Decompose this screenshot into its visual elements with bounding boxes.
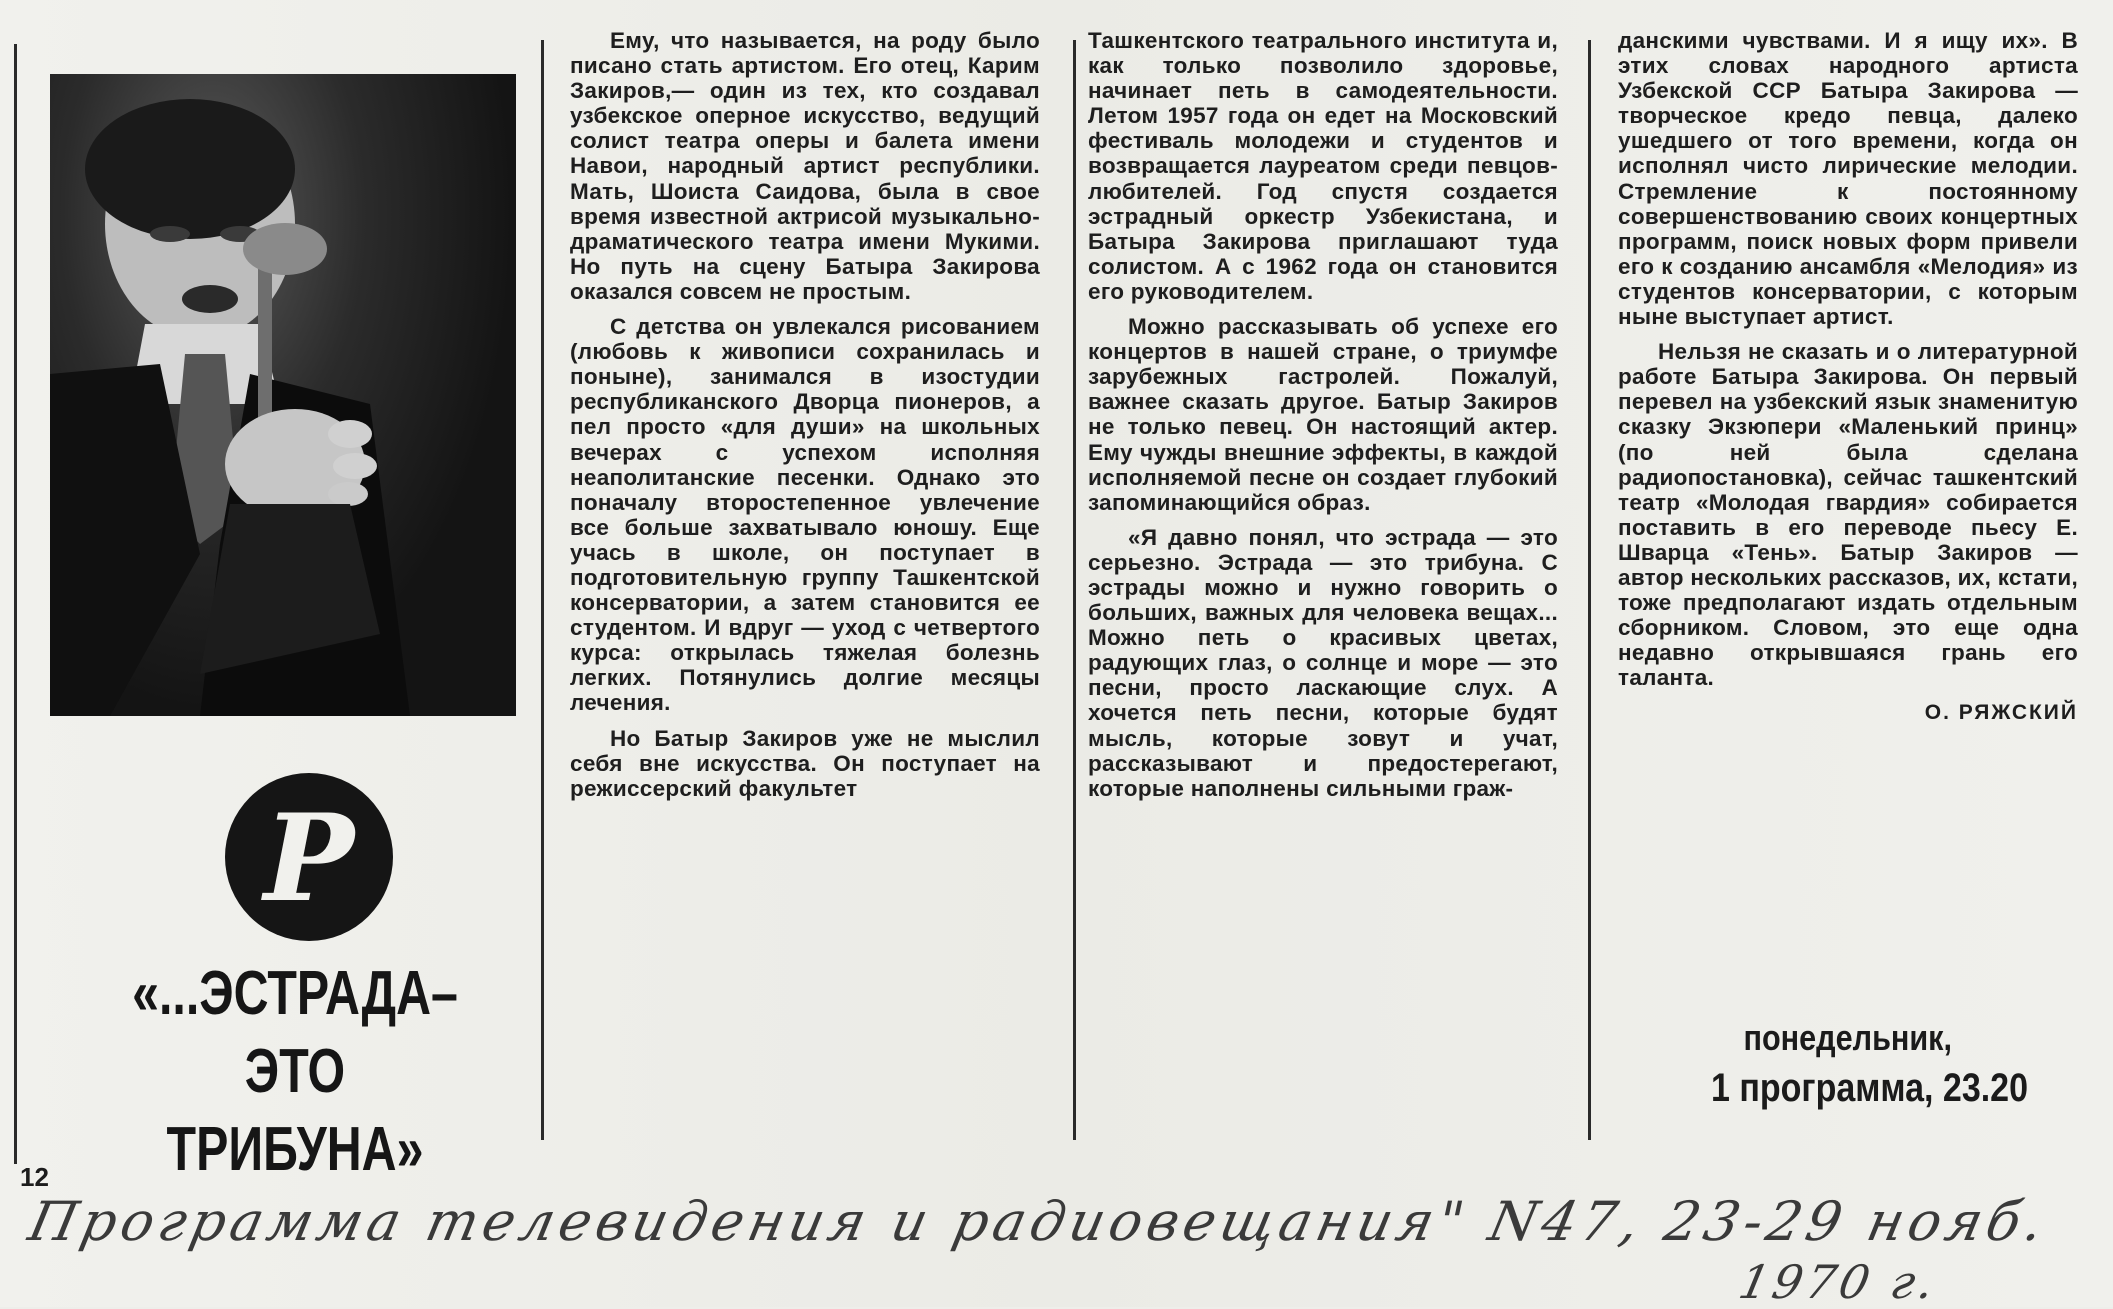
paragraph: Нельзя не сказать и о литературной работе Батыра Закирова. Он первый перевел на узбекский язык знаменитую сказку Экзюпери «Маленький принц» (по ней была сделана радиопостановка), сейчас ташкентский театр «Молодая гвардия» собирается поставить в его переводе пьесу Е. Шварца «Тень». Батыр Закиров — автор нескольких рассказов, их, кстати, тоже предполагают издать отдельным сборником. Словом, это еще одна недавно открывшаяся грань его таланта. [1618, 339, 2078, 691]
handwritten-source-note: Программа телевидения и радиовещания" N47, 23-29 нояб. [23, 1190, 2055, 1253]
paragraph: Но Батыр Закиров уже не мыслил себя вне искусства. Он поступает на режиссерский факультет [570, 725, 1040, 801]
column-divider [1073, 40, 1076, 1140]
paragraph: данскими чувствами. И я ищу их». В этих словах народного артиста Узбекской ССР Батыра Закирова — творческое кредо певца, далеко ушедшего от того времени, когда он исполнял чисто лирические мелодии. Стремление к постоянному совершенствованию своих концертных программ, поиск новых форм привели его к созданию ансамбля «Мелодия» из студентов консерватории, с которым ныне выступает артист. [1618, 28, 2078, 330]
headline-line-1: «...ЭСТРАДА– [132, 959, 458, 1028]
article-column-3 [1618, 28, 2078, 726]
paragraph: С детства он увлекался рисованием (любовь к живописи сохранилась и поныне), занимался в изостудии республиканского Дворца пионеров, а пел просто «для души» на школьных вечерах с успехом исполняя неаполитанские песенки. Однако это поначалу второстепенное увлечение все больше захватывало юношу. Еще учась в школе, он поступает в подготовительную группу Ташкентской консерватории, а затем становится ее студентом. И вдруг — уход с четвертого курса: открылась тяжелая болезнь легких. Потянулись долгие месяцы лечения. [570, 314, 1040, 716]
handwritten-year: 1970 г. [1734, 1255, 1944, 1309]
broadcast-program-time: 1 программа, 23.20 [1710, 1066, 2028, 1110]
paragraph: Можно рассказывать об успехе его концертов в нашей стране, о триумфе зарубежных гастролей. Пожалуй, важнее сказать другое. Батыр Закиров не только певец. Он настоящий актер. Ему чужды внешние эффекты, в каждой исполняемой песне он создает глубокий запоминающийся образ. [1088, 314, 1558, 515]
paragraph: Ташкентского театрального института и, как только позволило здоровье, начинает петь в самодеятельности. Летом 1957 года он едет на Московский фестиваль молодежи и студентов и возвращается лауреатом среди певцов-любителей. Год спустя создается эстрадный оркестр Узбекистана, и Батыра Закирова приглашают туда солистом. А с 1962 года он становится его руководителем. [1088, 28, 1558, 304]
article-column-2 [1088, 28, 1558, 811]
article-headline [60, 955, 530, 1189]
column-divider [541, 40, 544, 1140]
author-signature: О. РЯЖСКИЙ [1924, 701, 2078, 725]
paragraph: Ему, что называется, на роду было писано стать артистом. Его отец, Карим Закиров,— один из тех, кто создавал узбекское оперное искусство, ведущий солист театра оперы и балета имени Навои, народный артист республики. Мать, Шоиста Саидова, была в свое время известной актрисой музыкально-драматического театра имени Мукими. Но путь на сцену Батыра Закирова оказался совсем не простым. [570, 28, 1040, 304]
article-column-1 [570, 28, 1040, 811]
left-border-rule [14, 44, 17, 1164]
broadcast-day: понедельник, [1743, 1017, 1952, 1058]
broadcast-schedule [1620, 1015, 2060, 1115]
page-number: 12 [20, 1162, 49, 1192]
singer-photo [50, 74, 516, 716]
logo-letter: Р [263, 788, 355, 929]
column-divider [1588, 40, 1591, 1140]
headline-line-2: ЭТО ТРИБУНА» [166, 1037, 424, 1184]
radio-logo [222, 770, 397, 945]
paragraph: «Я давно понял, что эстрада — это серьезно. Эстрада — это трибуна. С эстрады можно и нужно говорить о больших, важных для человека вещах... Можно петь о красивых цветах, радующих глаз, о солнце и море — это песни, просто ласкающие слух. А хочется петь песни, которые будят мысль, которые зовут и учат, рассказывают и предостерегают, которые наполнены сильными граж- [1088, 524, 1558, 801]
